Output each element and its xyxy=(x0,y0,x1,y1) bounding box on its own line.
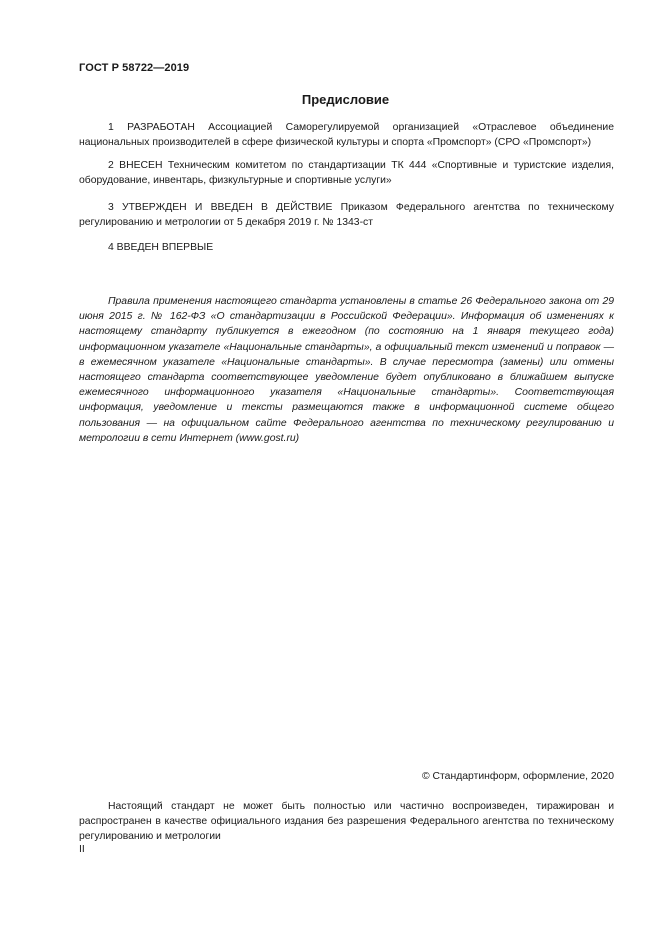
page-number: II xyxy=(79,844,85,855)
paragraph-first-introduced: 4 ВВЕДЕН ВПЕРВЫЕ xyxy=(108,242,214,253)
paragraph-introduced: 2 ВНЕСЕН Техническим комитетом по стандартизации ТК 444 «Спортивные и туристские изделия, оборудование, инвентарь, физкультурные и спортивные услуги» xyxy=(79,160,614,186)
application-rules-notice: Правила применения настоящего стандарта установлены в статье 26 Федерального закона от 29 июня 2015 г. № 162-ФЗ «О стандартизации в Российской Федерации». Информация об изменениях к настоящему стандарту публикуется в ежегодном (по состоянию на 1 января текущего года) информационном указателе «Национальные стандарты», а официальный текст изменений и поправок — в ежемесячном указателе «Национальные стандарты». В случае пересмотра (замены) или отмены настоящего стандарта соответствующее уведомление будет опубликовано в ближайшем выпуске ежемесячного информационного указателя «Национальные стандарты». Соответствующая информация, уведомление и тексты размещаются также в информационной системе общего пользования — на официальном сайте Федерального агентства по техническому регулированию и метрологии в сети Интернет (www.gost.ru) xyxy=(79,296,614,444)
page-title: Предисловие xyxy=(301,92,390,107)
copyright-line: © Стандартинформ, оформление, 2020 xyxy=(421,771,614,782)
standard-code: ГОСТ Р 58722—2019 xyxy=(79,62,190,74)
paragraph-approved: 3 УТВЕРЖДЕН И ВВЕДЕН В ДЕЙСТВИЕ Приказом Федерального агентства по техническому регулированию и метрологии от 5 декабря 2019 г. № 1343-ст xyxy=(79,202,614,228)
reproduction-notice: Настоящий стандарт не может быть полностью или частично воспроизведен, тиражирован и распространен в качестве официального издания без разрешения Федерального агентства по техническому регулированию и метрологии xyxy=(79,801,614,842)
paragraph-developed: 1 РАЗРАБОТАН Ассоциацией Саморегулируемой организацией «Отраслевое объединение национальных производителей в сфере физической культуры и спорта «Промспорт» (СРО «Промспорт») xyxy=(79,122,614,148)
